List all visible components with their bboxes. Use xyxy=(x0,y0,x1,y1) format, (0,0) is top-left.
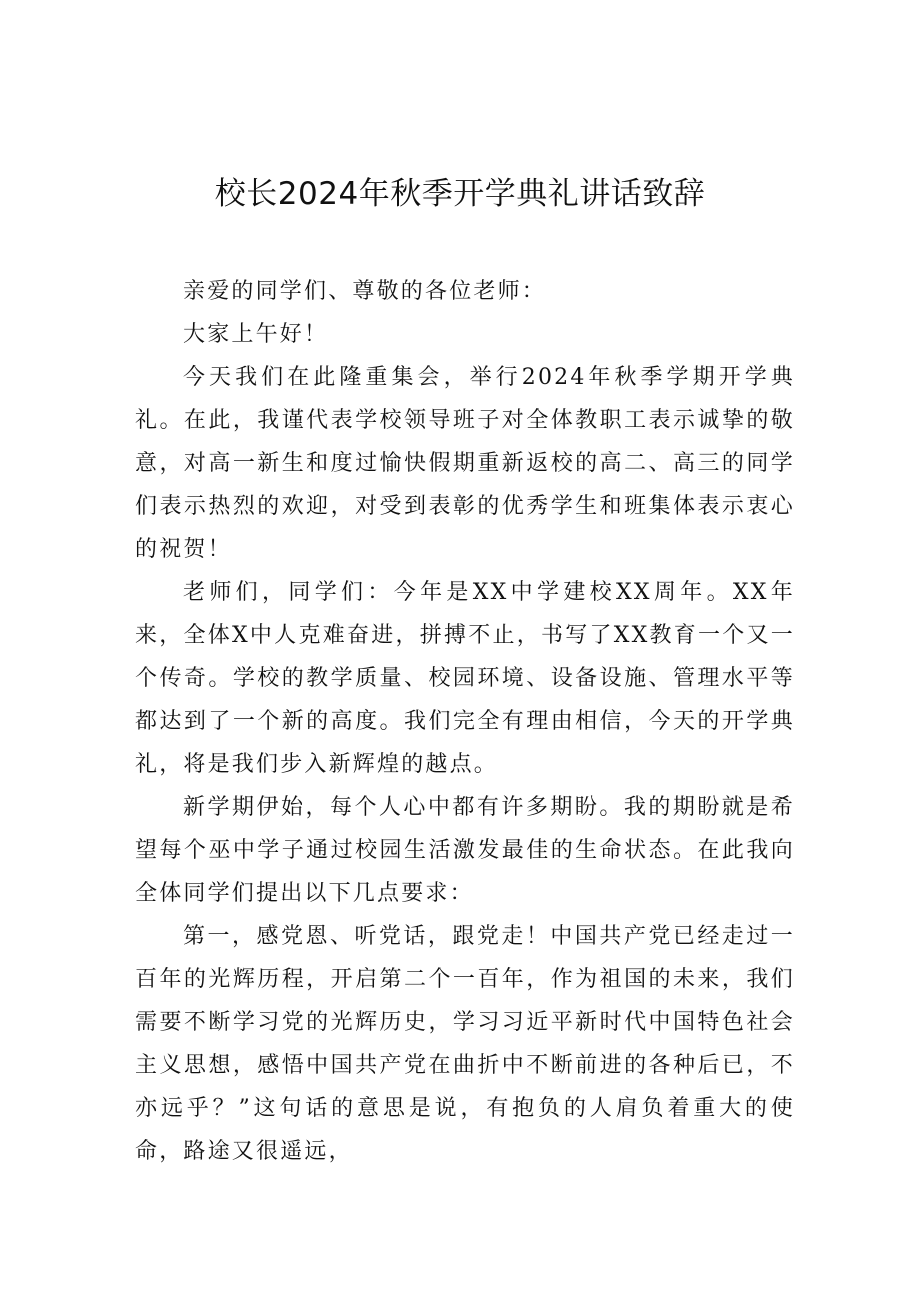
greeting-paragraph: 大家上午好！ xyxy=(183,322,329,347)
body-paragraph: 今天我们在此隆重集会，举行2024年秋季学期开学典礼。在此，我谨代表学校领导班子对全体教职工表示诚挚的敬意，对高一新生和度过愉快假期重新返校的高二、高三的同学们表示热烈的欢迎，对受到表彰的优秀学生和班集体表示衷心的祝贺！ xyxy=(135,365,795,562)
body-paragraph: 新学期伊始，每个人心中都有许多期盼。我的期盼就是希望每个巫中学子通过校园生活激发最佳的生命状态。在此我向全体同学们提出以下几点要求： xyxy=(135,795,795,906)
document-body xyxy=(135,270,795,1173)
body-paragraph: 老师们，同学们：今年是XX中学建校XX周年。XX年来，全体X中人克难奋进，拼搏不止，书写了XX教育一个又一个传奇。学校的教学质量、校园环境、设备设施、管理水平等都达到了一个新的高度。我们完全有理由相信，今天的开学典礼，将是我们步入新辉煌的越点。 xyxy=(135,580,795,777)
body-paragraph: 第一，感党恩、听党话，跟党走！中国共产党已经走过一百年的光辉历程，开启第二个一百年，作为祖国的未来，我们需要不断学习党的光辉历史，学习习近平新时代中国特色社会主义思想，感悟中国共产党在曲折中不断前进的各种后已，不亦远乎？”这句话的意思是说，有抱负的人肩负着重大的使命，路途又很遥远， xyxy=(135,924,795,1164)
document-title: 校长2024年秋季开学典礼讲话致辞 xyxy=(214,176,706,212)
salutation-paragraph: 亲爱的同学们、尊敬的各位老师： xyxy=(183,279,547,304)
